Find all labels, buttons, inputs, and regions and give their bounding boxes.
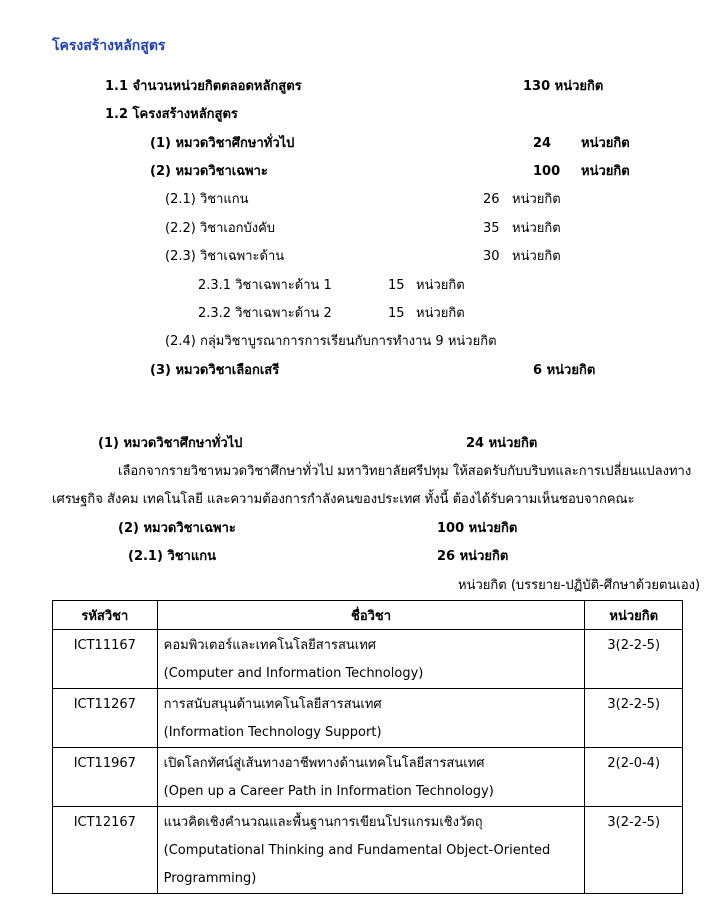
course-name	[157, 630, 585, 689]
specific-detail-title: (2) หมวดวิชาเฉพาะ	[118, 521, 236, 536]
course-name-en: (Open up a Career Path in Information Technology)	[163, 784, 494, 799]
course-name-en: (Computer and Information Technology)	[163, 666, 424, 681]
gen-ed-label: (1) หมวดวิชาศึกษาทั่วไป	[150, 136, 295, 151]
course-name-th: คอมพิวเตอร์และเทคโนโลยีสารสนเทศ	[163, 638, 377, 653]
free-elective-credits: 6 หน่วยกิต	[533, 363, 596, 378]
core-unit: หน่วยกิต	[512, 192, 561, 207]
major2-label: 2.3.2 วิชาเฉพาะด้าน 2	[198, 306, 332, 321]
specific-value: 100	[533, 164, 561, 179]
course-name-th: การสนับสนุนด้านเทคโนโลยีสารสนเทศ	[163, 697, 382, 712]
course-name-th: เปิดโลกทัศน์สู่เส้นทางอาชีพทางด้านเทคโนโลยีสารสนเทศ	[163, 756, 485, 771]
major-value: 30	[483, 249, 500, 264]
page-title: โครงสร้างหลักสูตร	[52, 38, 166, 54]
header-code: รหัสวิชา	[53, 601, 158, 630]
course-name	[157, 748, 585, 807]
header-name: ชื่อวิชา	[157, 601, 585, 630]
course-name-en-cont: Programming)	[163, 871, 257, 886]
table-row	[53, 807, 683, 894]
course-code: ICT11967	[53, 748, 158, 807]
major1-value: 15	[388, 278, 405, 293]
course-credits: 3(2-2-5)	[585, 689, 683, 748]
course-name	[157, 689, 585, 748]
gen-ed-paragraph-line2: เศรษฐกิจ สังคม เทคโนโลยี และความต้องการกำลังคนของประเทศ ทั้งนี้ ต้องได้รับความเห็นชอบจากคณะ	[52, 492, 635, 507]
major2-unit: หน่วยกิต	[416, 306, 465, 321]
course-name	[157, 807, 585, 894]
required-value: 35	[483, 221, 500, 236]
table-header-row	[53, 601, 683, 630]
required-unit: หน่วยกิต	[512, 221, 561, 236]
structure-section-title: 1.2 โครงสร้างหลักสูตร	[105, 107, 238, 122]
course-code: ICT11167	[53, 630, 158, 689]
major-label: (2.3) วิชาเฉพาะด้าน	[165, 249, 285, 264]
header-credits: หน่วยกิต	[585, 601, 683, 630]
total-credits-value: 130 หน่วยกิต	[523, 79, 604, 94]
table-row	[53, 748, 683, 807]
total-credits-label: 1.1 จำนวนหน่วยกิตตลอดหลักสูตร	[105, 79, 302, 94]
table-row	[53, 630, 683, 689]
course-name-en: (Computational Thinking and Fundamental Object-Oriented	[163, 843, 551, 858]
specific-unit: หน่วยกิต	[581, 164, 630, 179]
course-credits: 3(2-2-5)	[585, 807, 683, 894]
required-label: (2.2) วิชาเอกบังคับ	[165, 221, 276, 236]
gen-ed-detail-title: (1) หมวดวิชาศึกษาทั่วไป	[98, 436, 243, 451]
core-detail-title: (2.1) วิชาแกน	[128, 549, 216, 564]
course-name-th: แนวคิดเชิงคำนวณและพื้นฐานการเขียนโปรแกรมเชิงวัตถุ	[163, 815, 483, 830]
gen-ed-unit: หน่วยกิต	[581, 136, 630, 151]
course-credits: 2(2-0-4)	[585, 748, 683, 807]
major1-unit: หน่วยกิต	[416, 278, 465, 293]
course-table	[52, 600, 683, 894]
core-value: 26	[483, 192, 500, 207]
major-unit: หน่วยกิต	[512, 249, 561, 264]
gen-ed-value: 24	[533, 136, 552, 151]
course-name-en: (Information Technology Support)	[163, 725, 382, 740]
credit-note: หน่วยกิต (บรรยาย-ปฏิบัติ-ศึกษาด้วยตนเอง)	[458, 578, 701, 593]
core-detail-credits: 26 หน่วยกิต	[437, 549, 509, 564]
gen-ed-paragraph-line1: เลือกจากรายวิชาหมวดวิชาศึกษาทั่วไป มหาวิทยาลัยศรีปทุม ให้สอดรับกับบริบทและการเปลี่ยนแปลงทาง	[118, 464, 692, 479]
specific-detail-credits: 100 หน่วยกิต	[437, 521, 518, 536]
major2-value: 15	[388, 306, 405, 321]
course-credits: 3(2-2-5)	[585, 630, 683, 689]
specific-label: (2) หมวดวิชาเฉพาะ	[150, 164, 268, 179]
major1-label: 2.3.1 วิชาเฉพาะด้าน 1	[198, 278, 332, 293]
core-label: (2.1) วิชาแกน	[165, 192, 249, 207]
wil-label: (2.4) กลุ่มวิชาบูรณาการการเรียนกับการทำงาน 9 หน่วยกิต	[165, 334, 497, 349]
course-code: ICT11267	[53, 689, 158, 748]
gen-ed-detail-credits: 24 หน่วยกิต	[466, 436, 538, 451]
table-row	[53, 689, 683, 748]
course-code: ICT12167	[53, 807, 158, 894]
free-elective-label: (3) หมวดวิชาเลือกเสรี	[150, 363, 280, 378]
